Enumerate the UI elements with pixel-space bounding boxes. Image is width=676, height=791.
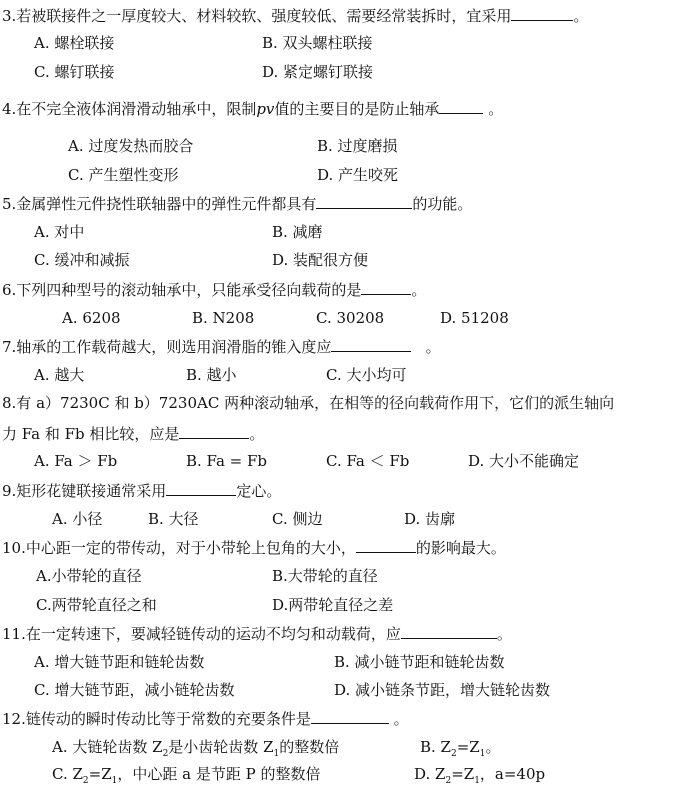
option-4b: B. 过度磨损 [317,137,398,155]
option-12a [52,737,339,764]
option-10a: A.小带轮的直径 [36,567,142,585]
option-11d: D. 减小链条节距，增大链轮齿数 [334,681,551,699]
question-8-stem: 8.有 a）7230C 和 b）7230AC 两种滚动轴承，在相等的径向载荷作用下，它们的派生轴向 [2,394,615,412]
option-6a: A. 6208 [62,309,121,327]
option-11b: B. 减小链节距和链轮齿数 [334,653,505,671]
question-8-stem-cont [2,423,264,444]
question-text-end: 。 [393,710,409,728]
question-text: 力 Fa 和 Fb 相比较，应是 [2,425,180,443]
option-5d: D. 装配很方便 [272,251,369,269]
answer-blank[interactable] [361,279,411,295]
subscript: 2 [162,749,169,759]
answer-blank[interactable] [179,423,249,439]
question-text-end: 。 [411,281,427,299]
option-text: 是小齿轮齿数 Z [168,738,274,756]
question-7-stem [2,336,441,357]
option-text: ，a=40p [479,765,546,783]
question-text: 10.中心距一定的带传动，对于小带轮上包角的大小， [2,539,356,557]
answer-blank[interactable] [331,336,411,352]
question-text-end: 。 [488,100,504,118]
subscript: 1 [474,776,480,786]
option-4c: C. 产生塑性变形 [68,166,179,184]
question-4-stem [2,98,503,119]
option-12c [52,764,320,791]
question-text-end: 。 [573,7,589,25]
option-text: 的整数倍 [279,738,340,756]
option-8a: A. Fa ＞ Fb [34,452,118,470]
subscript: 2 [82,776,89,786]
option-9d: D. 齿廓 [404,510,456,528]
subscript: 1 [111,776,118,786]
answer-blank[interactable] [316,193,412,209]
question-9-stem [2,480,281,501]
option-4d: D. 产生咬死 [317,166,399,184]
option-8c: C. Fa ＜ Fb [326,452,410,470]
option-7a: A. 越大 [34,366,85,384]
option-3a: A. 螺栓联接 [34,34,115,52]
answer-blank[interactable] [356,537,416,553]
option-12b [420,737,500,764]
option-10c: C.两带轮直径之和 [36,596,157,614]
option-9b: B. 大径 [148,510,199,528]
question-text-end: 的功能。 [412,195,473,213]
option-7b: B. 越小 [186,366,237,384]
question-text: 3.若被联接件之一厚度较大、材料较软、强度较低、需要经常装拆时，宜采用 [2,7,512,25]
option-9c: C. 侧边 [272,510,323,528]
answer-blank[interactable] [311,708,389,724]
option-9a: A. 小径 [52,510,103,528]
option-text: 。 [485,738,501,756]
option-8b: B. Fa = Fb [186,452,268,470]
question-text-end: 。 [425,338,441,356]
question-11-stem [2,623,512,644]
option-text: C. Z [52,765,83,783]
option-10b: B.大带轮的直径 [272,567,378,585]
option-5b: B. 减磨 [272,223,323,241]
question-text-end: 的影响最大。 [415,539,506,557]
option-6c: C. 30208 [316,309,385,327]
answer-blank[interactable] [166,480,236,496]
subscript: 1 [273,749,280,759]
question-5-stem [2,193,472,214]
question-text-end: 定心。 [236,482,282,500]
subscript: 2 [445,776,452,786]
question-text: 11.在一定转速下，要减轻链传动的运动不均匀和动载荷，应 [2,625,401,643]
answer-blank[interactable] [511,5,573,21]
option-3d: D. 紧定螺钉联接 [262,63,374,81]
option-11a: A. 增大链节距和链轮齿数 [34,653,205,671]
option-text: A. 大链轮齿数 Z [52,738,163,756]
option-text: =Z [451,765,475,783]
option-11c: C. 增大链节距，减小链轮齿数 [34,681,235,699]
option-6b: B. N208 [192,309,255,327]
option-7c: C. 大小均可 [326,366,407,384]
option-text: =Z [88,765,112,783]
subscript: 1 [479,749,486,759]
subscript: 2 [450,749,457,759]
question-text-end: 。 [496,625,512,643]
question-text: 值的主要目的是防止轴承 [274,100,440,118]
question-6-stem [2,279,426,300]
question-text: 6.下列四种型号的滚动轴承中，只能承受径向载荷的是 [2,281,362,299]
question-text-end: 。 [249,425,265,443]
option-8d: D. 大小不能确定 [468,452,580,470]
option-4a: A. 过度发热而胶合 [68,137,194,155]
option-12d [414,764,545,791]
option-5c: C. 缓冲和减振 [34,251,130,269]
answer-blank[interactable] [439,98,483,114]
option-10d: D.两带轮直径之差 [272,596,394,614]
option-text: B. Z [420,738,451,756]
option-3b: B. 双头螺柱联接 [262,34,373,52]
question-3-stem [2,5,588,26]
question-text: 9.矩形花键联接通常采用 [2,482,167,500]
option-6d: D. 51208 [440,309,509,327]
question-text: 12.链传动的瞬时传动比等于常数的充要条件是 [2,710,311,728]
answer-blank[interactable] [401,623,497,639]
option-5a: A. 对中 [34,223,85,241]
question-text: 7.轴承的工作载荷越大，则选用润滑脂的锥入度应 [2,338,332,356]
option-3c: C. 螺钉联接 [34,63,115,81]
question-12-stem [2,708,409,729]
option-text: ，中心距 a 是节距 P 的整数倍 [117,765,321,783]
option-text: D. Z [414,765,446,783]
question-10-stem [2,537,506,558]
pv-symbol: pv [256,100,275,118]
question-text: 5.金属弹性元件挠性联轴器中的弹性元件都具有 [2,195,317,213]
question-text: 4.在不完全液体润滑滑动轴承中，限制 [2,100,257,118]
option-text: =Z [456,738,480,756]
